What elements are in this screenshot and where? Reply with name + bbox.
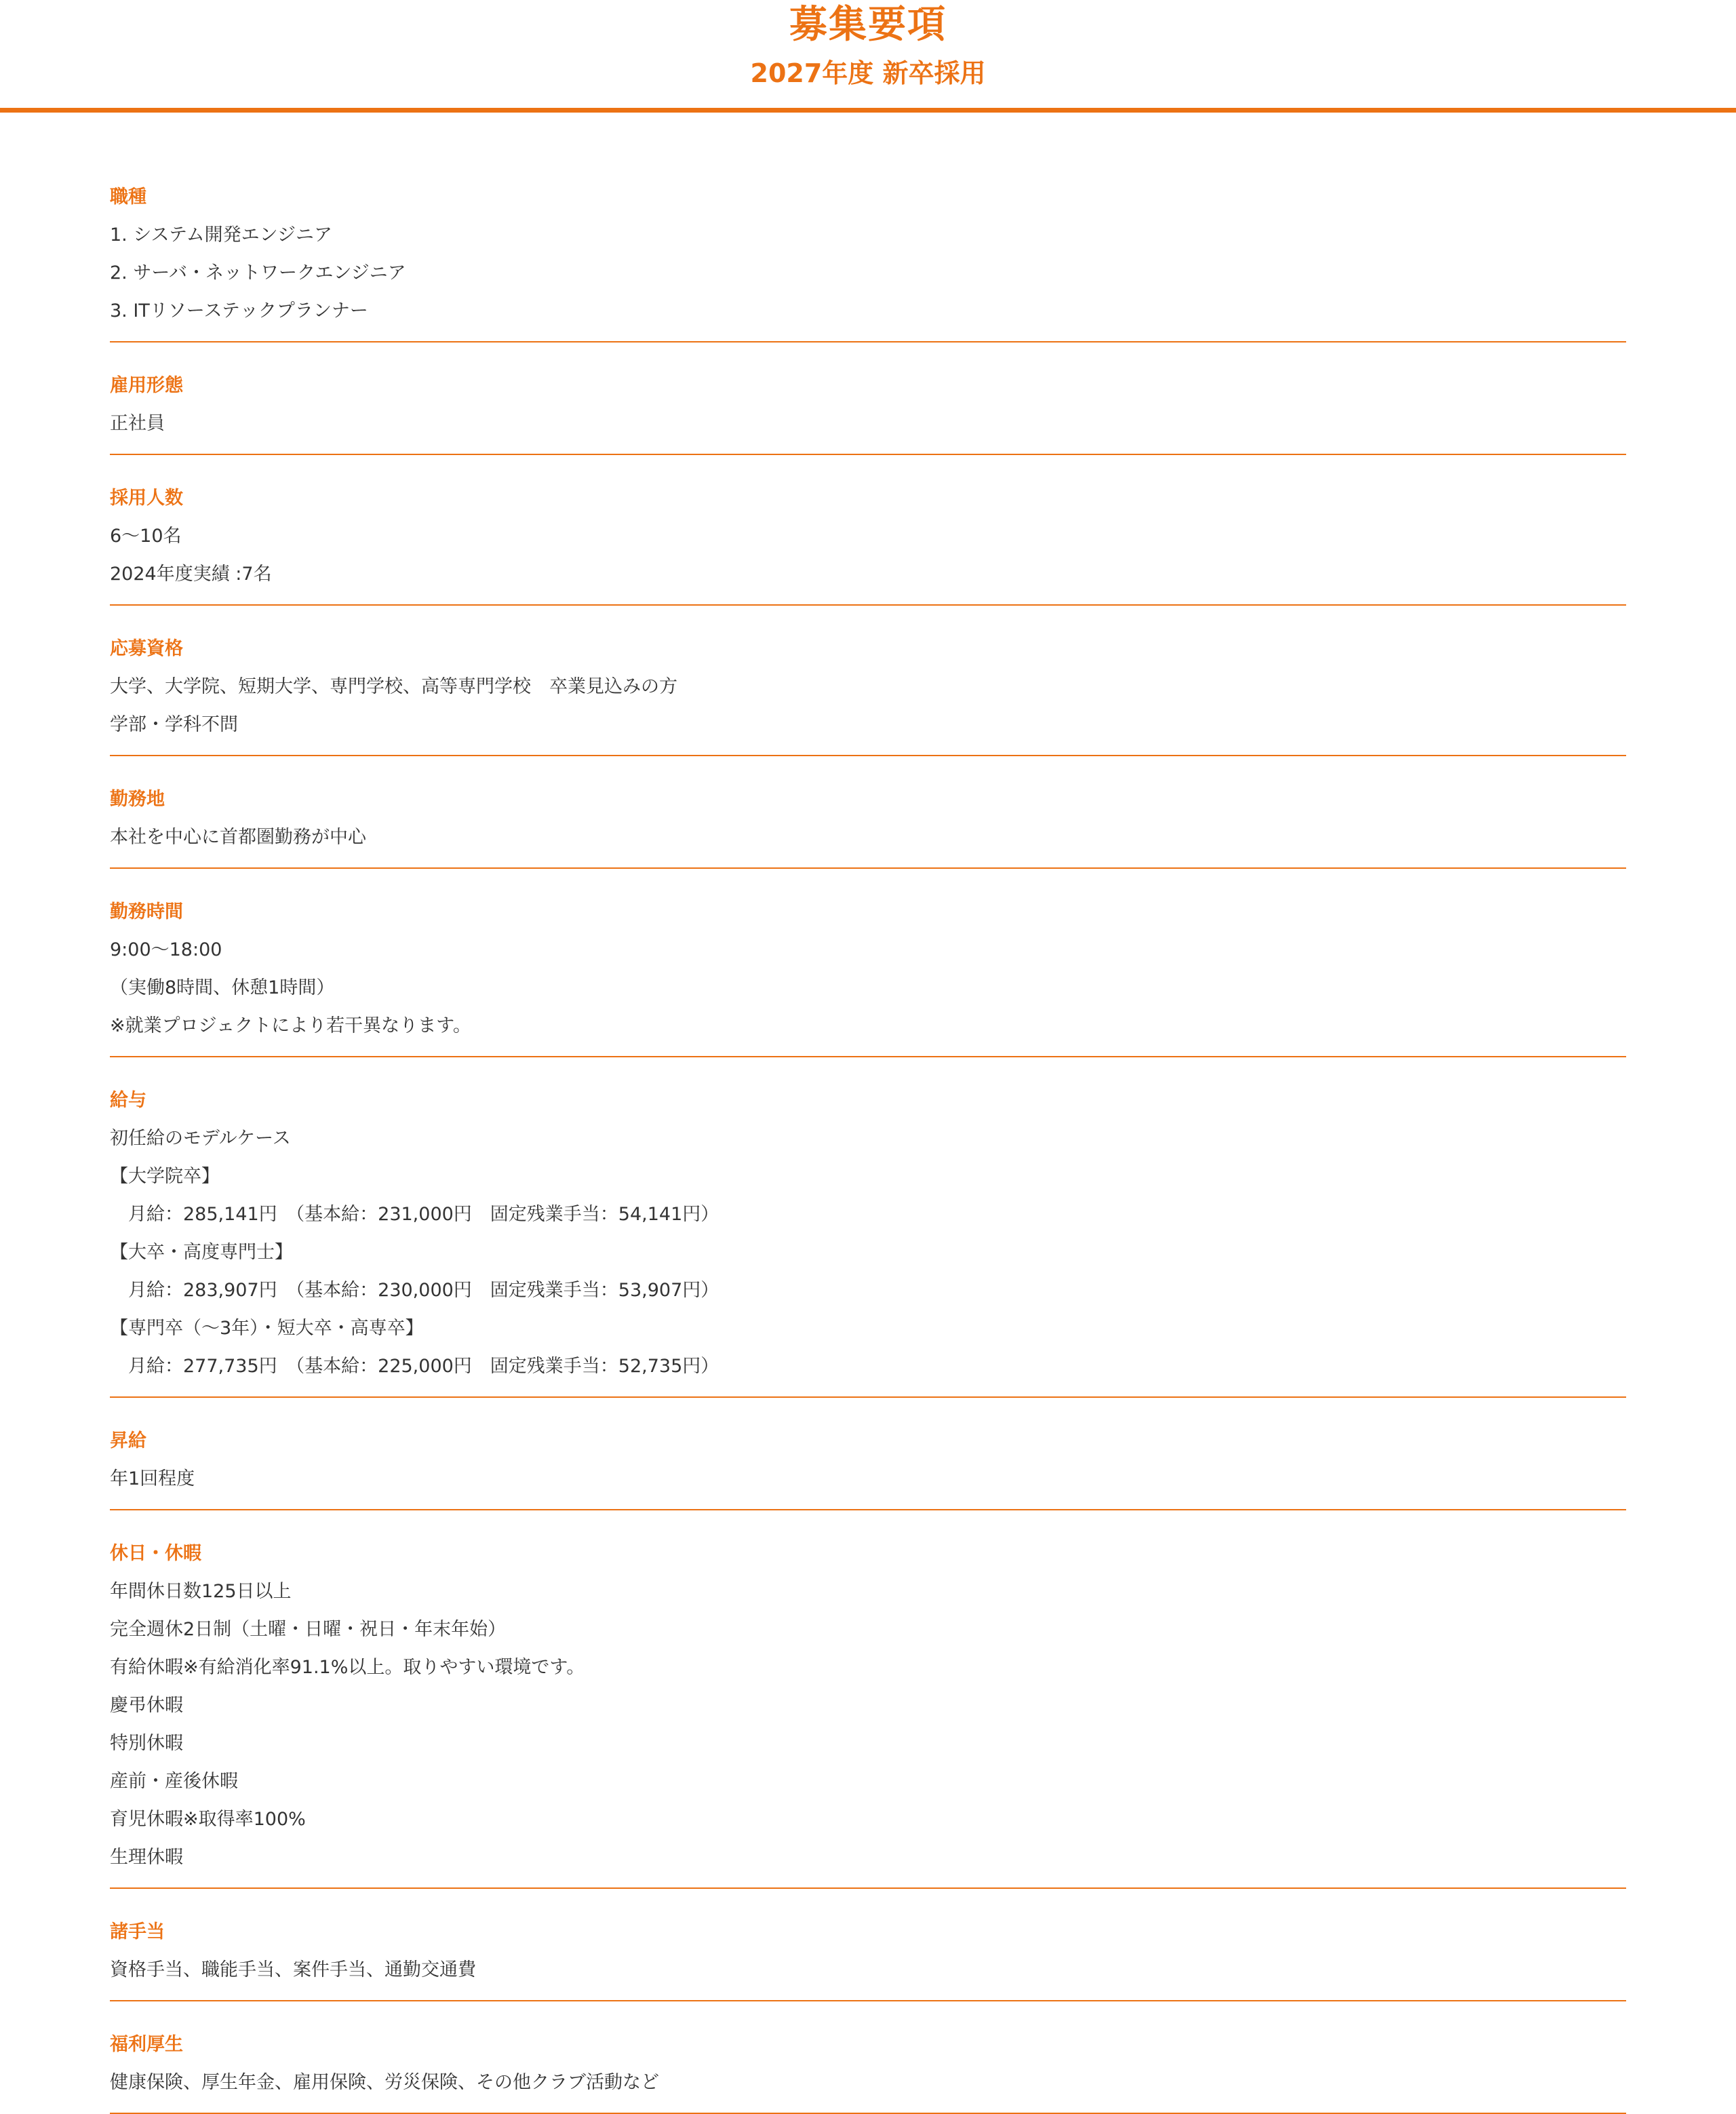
- section-benefits: [110, 2001, 1626, 2114]
- section-heading: 応募資格: [110, 638, 183, 659]
- section-heading: 雇用形態: [110, 375, 183, 396]
- section-line: 育児休暇※取得率100%: [110, 1809, 306, 1830]
- section-heading: 職種: [110, 187, 146, 208]
- section-line: 完全週休2日制（土曜・日曜・祝日・年末年始）: [110, 1619, 507, 1640]
- section-allowances: [110, 1889, 1626, 2001]
- section-line: 9:00〜18:00: [110, 939, 222, 960]
- section-qualifications: [110, 606, 1626, 756]
- section-raise: [110, 1398, 1626, 1510]
- section-holidays: [110, 1510, 1626, 1889]
- section-line: 月給：285,141円 （基本給：231,000円 固定残業手当：54,141円）: [110, 1204, 719, 1225]
- page-header: [0, 0, 1736, 113]
- section-salary: [110, 1057, 1626, 1398]
- section-heading: 昇給: [110, 1430, 146, 1451]
- section-line: 2. サーバ・ネットワークエンジニア: [110, 262, 406, 283]
- page-subtitle: 2027年度 新卒採用: [750, 58, 986, 88]
- section-line: 【大学院卒】: [110, 1166, 220, 1187]
- section-line: 資格手当、職能手当、案件手当、通勤交通費: [110, 1959, 476, 1980]
- section-line: 慶弔休暇: [110, 1695, 183, 1716]
- section-employment-type: [110, 342, 1626, 455]
- section-heading: 採用人数: [110, 488, 183, 509]
- page-title: 募集要項: [789, 3, 947, 47]
- section-heading: 勤務地: [110, 789, 165, 810]
- section-line: ※就業プロジェクトにより若干異なります。: [110, 1015, 471, 1036]
- section-line: 初任給のモデルケース: [110, 1128, 291, 1149]
- section-line: 3. ITリソーステックプランナー: [110, 300, 368, 321]
- section-heading: 勤務時間: [110, 901, 183, 922]
- section-job-type: [110, 154, 1626, 342]
- section-line: 年間休日数125日以上: [110, 1581, 292, 1602]
- section-line: （実働8時間、休憩1時間）: [110, 977, 335, 998]
- section-line: 月給：277,735円 （基本給：225,000円 固定残業手当：52,735円）: [110, 1356, 719, 1377]
- section-line: 学部・学科不問: [110, 714, 238, 735]
- section-line: 正社員: [110, 413, 165, 434]
- section-line: 2024年度実績 :7名: [110, 564, 272, 585]
- section-line: 月給：283,907円 （基本給：230,000円 固定残業手当：53,907円）: [110, 1280, 719, 1301]
- section-headcount: [110, 455, 1626, 606]
- section-line: 大学、大学院、短期大学、専門学校、高等専門学校 卒業見込みの方: [110, 676, 677, 697]
- recruitment-details-list: [110, 154, 1626, 2114]
- section-heading: 休日・休暇: [110, 1543, 201, 1564]
- section-line: 生理休暇: [110, 1847, 183, 1868]
- section-work-location: [110, 756, 1626, 869]
- section-work-hours: [110, 869, 1626, 1057]
- section-line: 特別休暇: [110, 1733, 183, 1754]
- section-line: 本社を中心に首都圏勤務が中心: [110, 827, 366, 848]
- section-line: 年1回程度: [110, 1468, 195, 1489]
- section-heading: 給与: [110, 1090, 146, 1111]
- section-line: 健康保険、厚生年金、雇用保険、労災保険、その他クラブ活動など: [110, 2072, 659, 2093]
- section-heading: 福利厚生: [110, 2034, 183, 2055]
- section-line: 6〜10名: [110, 526, 182, 547]
- section-heading: 諸手当: [110, 1921, 165, 1942]
- section-line: 【専門卒（〜3年）・短大卒・高専卒】: [110, 1318, 424, 1339]
- section-line: 【大卒・高度専門士】: [110, 1242, 293, 1263]
- section-line: 1. システム開発エンジニア: [110, 224, 332, 246]
- section-line: 産前・産後休暇: [110, 1771, 238, 1792]
- section-line: 有給休暇※有給消化率91.1%以上。取りやすい環境です。: [110, 1657, 585, 1678]
